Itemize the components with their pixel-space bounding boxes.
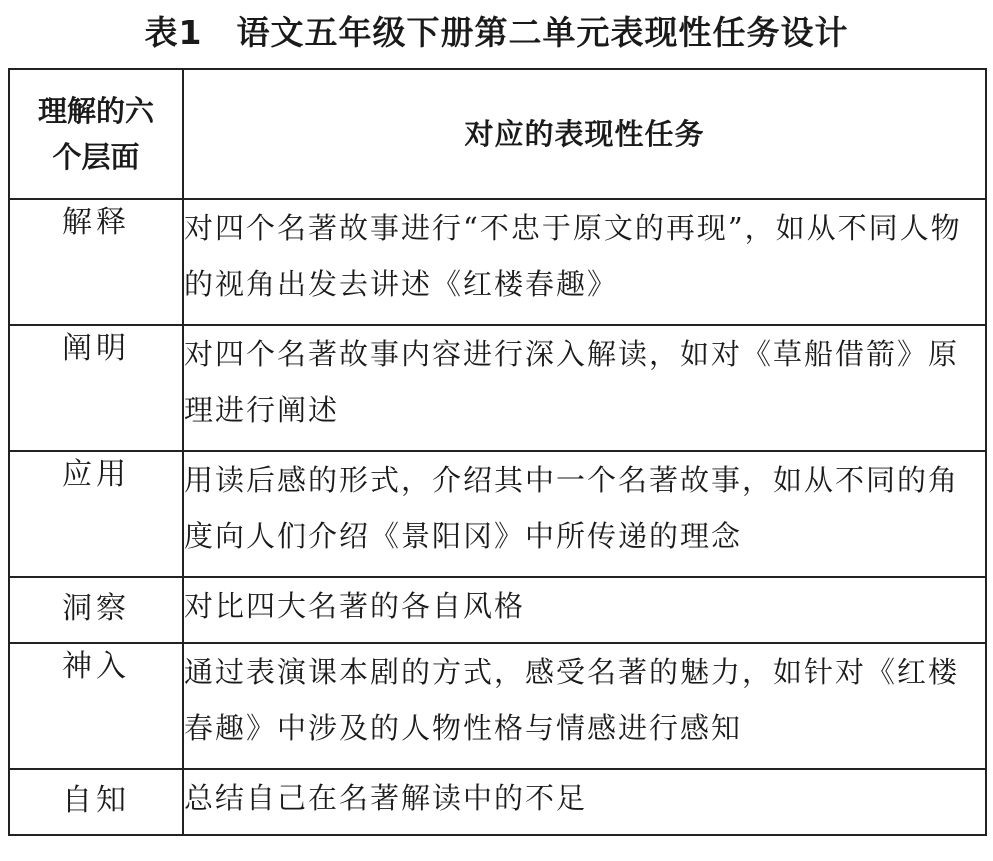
header-levels <box>9 69 183 199</box>
task-cell: 对比四大名著的各自风格 <box>183 577 986 643</box>
table-row <box>9 451 986 577</box>
level-cell: 神入 <box>9 643 183 769</box>
header-tasks: 对应的表现性任务 <box>183 69 986 199</box>
task-cell: 对四个名著故事内容进行深入解读，如对《草船借箭》原理进行阐述 <box>183 325 986 451</box>
task-cell: 对四个名著故事进行“不忠于原文的再现”，如从不同人物的视角出发去讲述《红楼春趣》 <box>183 199 986 325</box>
table-header-row <box>9 69 986 199</box>
table-row <box>9 577 986 643</box>
table-number: 表1 <box>144 13 203 52</box>
header-levels-line1: 理解的六 <box>37 94 154 128</box>
level-cell: 阐明 <box>9 325 183 451</box>
task-cell: 总结自己在名著解读中的不足 <box>183 769 986 835</box>
header-levels-line2: 个层面 <box>52 140 140 174</box>
table-row <box>9 643 986 769</box>
table-caption <box>0 8 993 58</box>
task-design-table <box>8 68 987 836</box>
table-title: 语文五年级下册第二单元表现性任务设计 <box>236 13 849 52</box>
level-cell: 自知 <box>9 769 183 835</box>
task-cell: 用读后感的形式，介绍其中一个名著故事，如从不同的角度向人们介绍《景阳冈》中所传递的理念 <box>183 451 986 577</box>
level-cell: 解释 <box>9 199 183 325</box>
table-row <box>9 325 986 451</box>
table-row <box>9 199 986 325</box>
level-cell: 应用 <box>9 451 183 577</box>
task-cell: 通过表演课本剧的方式，感受名著的魅力，如针对《红楼春趣》中涉及的人物性格与情感进行感知 <box>183 643 986 769</box>
table-row <box>9 769 986 835</box>
level-cell: 洞察 <box>9 577 183 643</box>
